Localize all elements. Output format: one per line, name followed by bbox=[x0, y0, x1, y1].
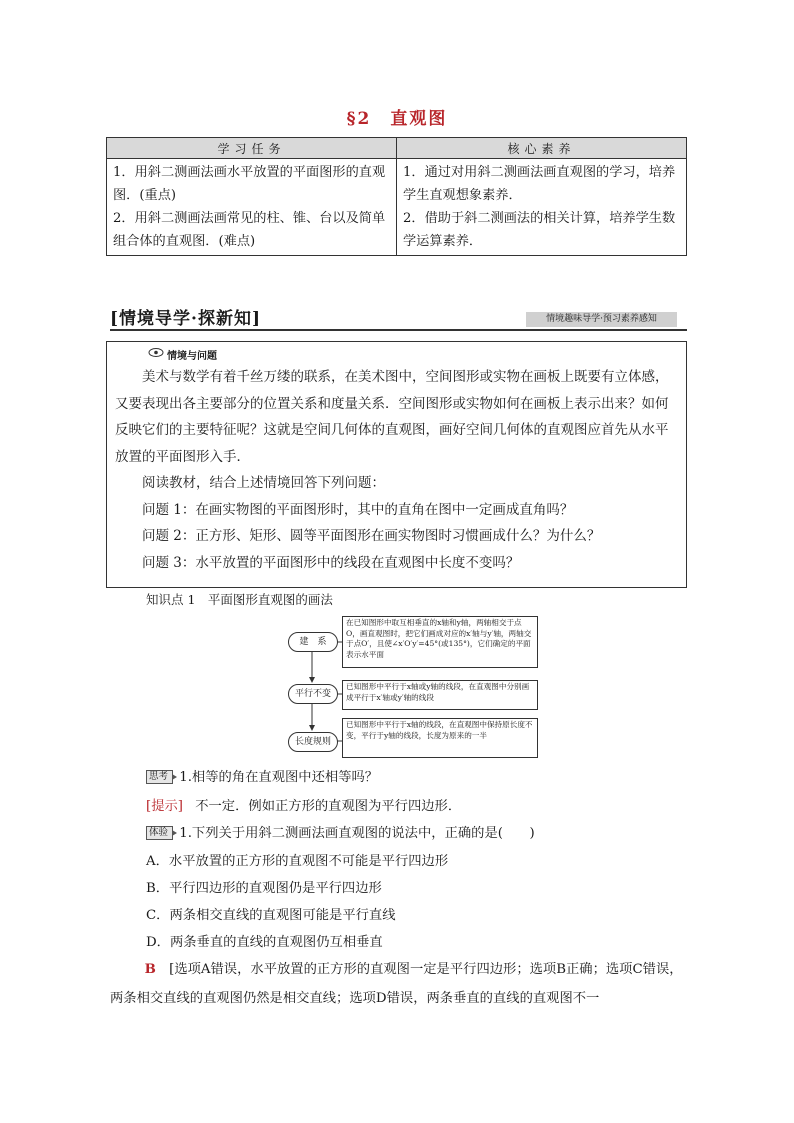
experience-question: 1.下列关于用斜二测画法画直观图的说法中，正确的是( ) bbox=[179, 826, 535, 841]
scenario-prompt: 阅读教材，结合上述情境回答下列问题： bbox=[142, 475, 385, 491]
explanation-text: [选项A错误，水平放置的正方形的直观图一定是平行四边形；选项B正确；选项C错误，两条相交直线的直观图仍然是相交直线；选项D错误，两条垂直的直线的直观图不一 bbox=[110, 962, 683, 1006]
flow-text-length: 已知图形中平行于x轴的线段，在直观图中保持原长度不变，平行于y轴的线段，长度为原来的一半 bbox=[342, 718, 538, 758]
flow-text-build: 在已知图形中取互相垂直的x轴和y轴，两轴相交于点O，画直观图时，把它们画成对应的x′轴与y′轴，两轴交于点O′，且使∠x′O′y′=45°(或135°)，它们确定的平面表示水平面 bbox=[342, 616, 538, 668]
scenario-body bbox=[115, 364, 678, 576]
hint-text: 不一定．例如正方形的直观图为平行四边形． bbox=[195, 799, 462, 814]
scenario-label: 情境与问题 bbox=[167, 351, 217, 362]
literacy-item: 2．借助于斜二测画法的相关计算，培养学生数学运算素养． bbox=[403, 211, 676, 249]
option-c: C．两条相交直线的直观图可能是平行直线 bbox=[146, 908, 396, 923]
page-title: §2 直观图 bbox=[346, 109, 448, 129]
table-header-tasks: 学习任务 bbox=[107, 138, 397, 159]
experience-line bbox=[146, 822, 535, 841]
think-question: 1.相等的角在直观图中还相等吗？ bbox=[179, 770, 379, 785]
task-item: 1．用斜二测画法画水平放置的平面图形的直观图．(重点) bbox=[113, 165, 386, 203]
flow-text-parallel: 已知图形中平行于x轴或y轴的线段，在直观图中分别画成平行于x′轴或y′轴的线段 bbox=[342, 680, 538, 710]
hint-label: [提示] bbox=[146, 799, 183, 814]
scenario-box bbox=[106, 341, 687, 588]
section-heading: [情境导学·探新知] bbox=[110, 309, 262, 329]
flow-node-build: 建 系 bbox=[288, 632, 338, 652]
question-item: 问题 2：正方形、矩形、圆等平面图形在画实物图时习惯画成什么？为什么？ bbox=[142, 528, 601, 544]
experience-tag: 体验 bbox=[146, 826, 173, 840]
literacy-cell bbox=[397, 159, 687, 256]
knowledge-point-title: 知识点 1 平面图形直观图的画法 bbox=[146, 592, 333, 607]
think-tag: 思考 bbox=[146, 770, 173, 784]
scenario-icon bbox=[147, 347, 165, 358]
option-b: B．平行四边形的直观图仍是平行四边形 bbox=[146, 881, 382, 896]
question-item: 问题 1：在画实物图的平面图形时，其中的直角在图中一定画成直角吗？ bbox=[142, 501, 574, 518]
option-d: D．两条垂直的直线的直观图仍互相垂直 bbox=[146, 935, 383, 950]
explanation bbox=[110, 955, 688, 1013]
tasks-cell bbox=[107, 159, 397, 256]
literacy-item: 1．通过对用斜二测画法画直观图的学习，培养学生直观想象素养． bbox=[403, 165, 676, 203]
hint-line bbox=[146, 795, 461, 814]
flow-node-parallel: 平行不变 bbox=[288, 684, 338, 704]
think-line bbox=[146, 766, 378, 785]
flow-node-length: 长度规则 bbox=[288, 732, 338, 752]
scenario-paragraph: 美术与数学有着千丝万缕的联系，在美术图中，空间图形或实物在画板上既要有立体感，又要表现出各主要部分的位置关系和度量关系．空间图形或实物如何在画板上表示出来？如何反映它们的主要特征呢？这就是空间几何体的直观图，画好空间几何体的直观图应首先从水平放置的平面图形入手． bbox=[115, 369, 669, 465]
task-table bbox=[106, 137, 687, 256]
option-a: A．水平放置的正方形的直观图不可能是平行四边形 bbox=[146, 854, 449, 869]
flow-diagram bbox=[286, 614, 546, 760]
question-item: 问题 3：水平放置的平面图形中的线段在直观图中长度不变吗？ bbox=[142, 554, 520, 571]
answer-letter: B bbox=[144, 962, 156, 977]
section-tag: 情境趣味导学·预习素养感知 bbox=[526, 312, 677, 327]
task-item: 2．用斜二测画法画常见的柱、锥、台以及简单组合体的直观图．(难点) bbox=[113, 211, 386, 249]
table-header-literacy: 核心素养 bbox=[397, 138, 687, 159]
section-divider bbox=[110, 329, 687, 331]
